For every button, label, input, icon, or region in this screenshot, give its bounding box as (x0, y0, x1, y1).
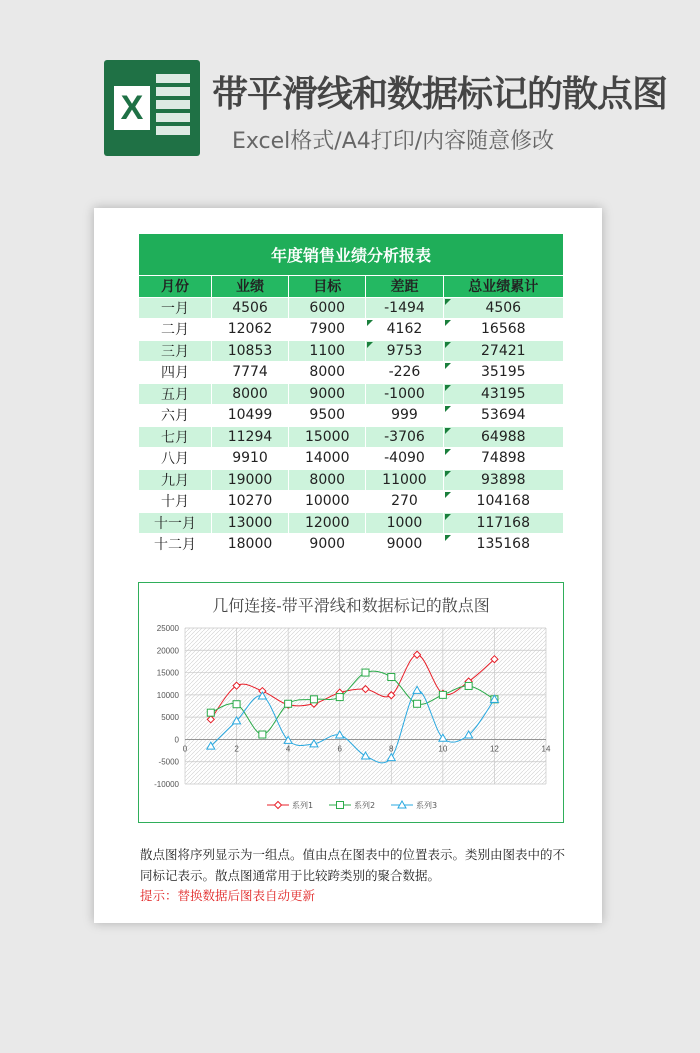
data-point-series-2 (310, 696, 317, 703)
table-cell[interactable]: 十二月 (139, 534, 212, 556)
table-cell[interactable]: 12062 (211, 319, 288, 341)
chart-title: 几何连接-带平滑线和数据标记的散点图 (212, 596, 490, 615)
y-tick-label: 5000 (161, 713, 179, 723)
data-point-series-2 (233, 701, 240, 708)
table-cell[interactable]: 9753 (366, 340, 443, 362)
y-tick-label: 10000 (156, 690, 179, 700)
y-tick-label: 0 (174, 735, 179, 745)
table-cell[interactable]: 1000 (366, 512, 443, 534)
table-cell[interactable]: 135168 (443, 534, 563, 556)
data-point-series-2 (336, 694, 343, 701)
table-cell[interactable]: 十一月 (139, 512, 212, 534)
column-header: 总业绩累计 (443, 276, 563, 298)
tip-text: 提示：替换数据后图表自动更新 (140, 888, 316, 903)
table-cell[interactable]: 10853 (211, 340, 288, 362)
table-cell[interactable]: 10000 (289, 491, 366, 513)
table-cell[interactable]: 九月 (139, 469, 212, 491)
table-cell[interactable]: 8000 (211, 383, 288, 405)
table-row (139, 512, 564, 534)
data-point-series-2 (285, 700, 292, 707)
page-subtitle: Excel格式/A4打印/内容随意修改 (232, 129, 555, 154)
table-cell[interactable]: 999 (366, 405, 443, 427)
column-header: 月份 (139, 276, 212, 298)
data-point-series-2 (465, 682, 472, 689)
table-cell[interactable]: 10270 (211, 491, 288, 513)
table-cell[interactable]: -226 (366, 362, 443, 384)
x-tick-label: 8 (389, 744, 394, 754)
scatter-chart (138, 582, 564, 823)
table-cell[interactable]: 八月 (139, 448, 212, 470)
table-cell[interactable]: 十月 (139, 491, 212, 513)
document-page (94, 208, 602, 923)
table-cell[interactable]: 18000 (211, 534, 288, 556)
table-cell[interactable]: 16568 (443, 319, 563, 341)
table-cell[interactable]: -1494 (366, 297, 443, 319)
table-cell[interactable]: 三月 (139, 340, 212, 362)
table-cell[interactable]: 53694 (443, 405, 563, 427)
column-header: 目标 (289, 276, 366, 298)
data-point-series-2 (439, 691, 446, 698)
table-cell[interactable]: 7774 (211, 362, 288, 384)
table-cell[interactable]: 8000 (289, 469, 366, 491)
column-header: 业绩 (211, 276, 288, 298)
x-tick-label: 2 (234, 744, 239, 754)
table-cell[interactable]: 二月 (139, 319, 212, 341)
table-cell[interactable]: 93898 (443, 469, 563, 491)
legend-label: 系列3 (416, 801, 438, 810)
legend-marker (337, 802, 344, 809)
y-tick-label: -10000 (154, 780, 179, 789)
table-row (139, 534, 564, 556)
table-cell[interactable]: 10499 (211, 405, 288, 427)
table-row (139, 426, 564, 448)
table-cell[interactable]: -1000 (366, 383, 443, 405)
table-cell[interactable]: 一月 (139, 297, 212, 319)
table-cell[interactable]: 四月 (139, 362, 212, 384)
table-cell[interactable]: 9910 (211, 448, 288, 470)
x-tick-label: 4 (285, 744, 291, 754)
table-row (139, 469, 564, 491)
logo-letter: X (114, 86, 150, 130)
table-row (139, 491, 564, 513)
table-cell[interactable]: 43195 (443, 383, 563, 405)
data-point-series-2 (362, 669, 369, 676)
table-cell[interactable]: 六月 (139, 405, 212, 427)
page-title: 带平滑线和数据标记的散点图 (212, 74, 668, 115)
table-row (139, 405, 564, 427)
header (0, 0, 700, 200)
description-text: 散点图将序列显示为一组点。值由点在图表中的位置表示。类别由图表中的不同标记表示。散点图通常用于比较跨类别的聚合数据。 (140, 847, 566, 883)
table-cell[interactable]: 270 (366, 491, 443, 513)
table-cell[interactable]: -4090 (366, 448, 443, 470)
y-tick-label: 20000 (156, 646, 179, 656)
x-tick-label: 12 (489, 744, 499, 754)
table-cell[interactable]: 9000 (289, 383, 366, 405)
x-tick-label: 0 (182, 744, 188, 754)
table-cell[interactable]: 12000 (289, 512, 366, 534)
table-cell[interactable]: -3706 (366, 426, 443, 448)
table-cell[interactable]: 五月 (139, 383, 212, 405)
table-cell[interactable]: 74898 (443, 448, 563, 470)
table-cell[interactable]: 1100 (289, 340, 366, 362)
y-tick-label: 25000 (156, 624, 179, 633)
table-row (139, 319, 564, 341)
table-cell[interactable]: 6000 (289, 297, 366, 319)
table-cell[interactable]: 11000 (366, 469, 443, 491)
legend-label: 系列1 (292, 801, 314, 810)
sales-table (138, 233, 564, 556)
y-tick-label: -5000 (158, 757, 179, 767)
data-point-series-2 (207, 709, 214, 716)
table-row (139, 297, 564, 319)
data-point-series-2 (259, 731, 266, 738)
legend-label: 系列2 (354, 801, 376, 810)
table-cell[interactable]: 9000 (289, 534, 366, 556)
table-cell[interactable]: 4506 (443, 297, 563, 319)
column-header: 差距 (366, 276, 443, 298)
table-cell[interactable]: 9000 (366, 534, 443, 556)
table-cell[interactable]: 15000 (289, 426, 366, 448)
x-tick-label: 10 (438, 744, 448, 754)
chart-canvas (139, 583, 563, 822)
table-cell[interactable]: 4162 (366, 319, 443, 341)
table-cell[interactable]: 27421 (443, 340, 563, 362)
table-cell[interactable]: 8000 (289, 362, 366, 384)
x-tick-label: 6 (337, 744, 342, 754)
table-cell[interactable]: 7900 (289, 319, 366, 341)
table-row (139, 340, 564, 362)
table-cell[interactable]: 64988 (443, 426, 563, 448)
table-cell[interactable]: 4506 (211, 297, 288, 319)
table-title: 年度销售业绩分析报表 (139, 234, 564, 276)
table-cell[interactable]: 35195 (443, 362, 563, 384)
table-cell[interactable]: 9500 (289, 405, 366, 427)
y-tick-label: 15000 (156, 668, 179, 678)
table-cell[interactable]: 13000 (211, 512, 288, 534)
data-point-series-2 (414, 700, 421, 707)
table-row (139, 383, 564, 405)
table-cell[interactable]: 11294 (211, 426, 288, 448)
x-tick-label: 14 (541, 744, 551, 754)
table-row (139, 362, 564, 384)
table-cell[interactable]: 14000 (289, 448, 366, 470)
table-cell[interactable]: 19000 (211, 469, 288, 491)
excel-logo-icon (104, 60, 200, 156)
table-cell[interactable]: 七月 (139, 426, 212, 448)
table-cell[interactable]: 104168 (443, 491, 563, 513)
table-row (139, 448, 564, 470)
legend-marker (275, 802, 282, 809)
table-cell[interactable]: 117168 (443, 512, 563, 534)
data-point-series-2 (388, 674, 395, 681)
